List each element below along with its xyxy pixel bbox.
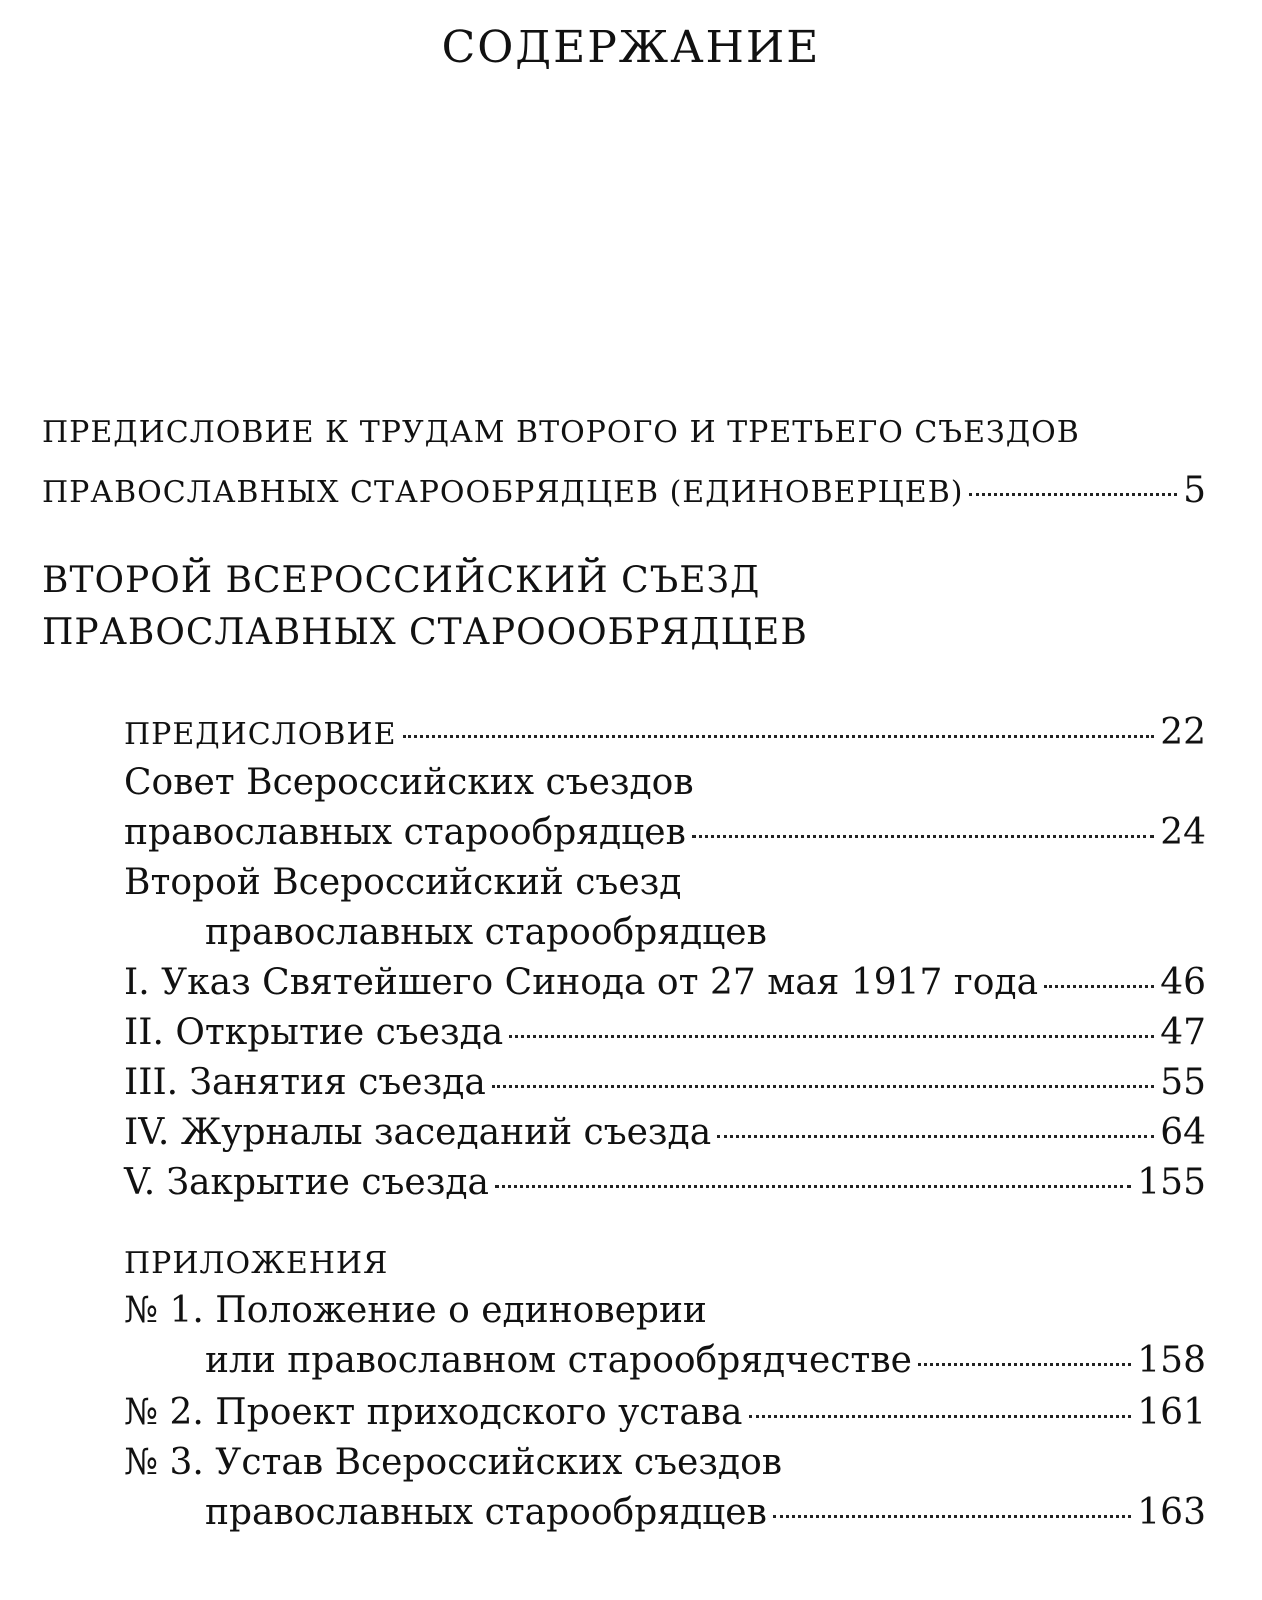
entry-label: православных старообрядцев xyxy=(124,812,686,853)
entry-label: или православном старообрядчестве xyxy=(205,1340,912,1381)
page-number: 24 xyxy=(1160,812,1206,853)
toc-entry-preface[interactable] xyxy=(124,712,1206,753)
appendix-1-line1: № 1. Положение о единоверии xyxy=(124,1290,707,1331)
toc-entry-chapter-1[interactable] xyxy=(124,962,1206,1003)
toc-entry-chapter-3[interactable] xyxy=(124,1062,1206,1103)
dot-leader xyxy=(492,1085,1154,1088)
section-heading-line1: ВТОРОЙ ВСЕРОССИЙСКИЙ СЪЕЗД xyxy=(42,560,761,601)
entry-congress-line2: православных старообрядцев xyxy=(205,912,767,953)
dot-leader xyxy=(1044,985,1154,988)
page-number: 155 xyxy=(1137,1162,1206,1203)
entry-label: I. Указ Святейшего Синода от 27 мая 1917 года xyxy=(124,962,1039,1003)
page-number: 163 xyxy=(1137,1492,1206,1533)
toc-entry-chapter-4[interactable] xyxy=(124,1112,1206,1153)
page-number: 47 xyxy=(1160,1012,1206,1053)
entry-label: III. Занятия съезда xyxy=(124,1062,486,1103)
toc-entry-chapter-5[interactable] xyxy=(124,1162,1206,1203)
page-number: 55 xyxy=(1160,1062,1206,1103)
dot-leader xyxy=(509,1035,1154,1038)
entry-congress-line1: Второй Всероссийский съезд xyxy=(124,862,682,903)
dot-leader xyxy=(969,493,1177,496)
page-number: 46 xyxy=(1160,962,1206,1003)
page-title: СОДЕРЖАНИЕ xyxy=(441,22,821,73)
page-number: 158 xyxy=(1137,1340,1206,1381)
page-number: 64 xyxy=(1160,1112,1206,1153)
toc-entry-chapter-2[interactable] xyxy=(124,1012,1206,1053)
entry-label: V. Закрытие съезда xyxy=(124,1162,489,1203)
entry-label: ПРЕДИСЛОВИЕ xyxy=(124,717,397,752)
entry-label: православных старообрядцев xyxy=(205,1492,767,1533)
toc-entry-appendix-1[interactable] xyxy=(205,1340,1206,1381)
preface-main-line2: ПРАВОСЛАВНЫХ СТАРООБРЯДЦЕВ (ЕДИНОВЕРЦЕВ) xyxy=(42,475,964,510)
toc-entry-appendix-3[interactable] xyxy=(205,1492,1206,1533)
entry-council-line1: Совет Всероссийских съездов xyxy=(124,762,694,803)
toc-entry-council[interactable] xyxy=(124,812,1206,853)
entry-label: IV. Журналы заседаний съезда xyxy=(124,1112,712,1153)
dot-leader xyxy=(692,835,1154,838)
page-number: 22 xyxy=(1160,712,1206,753)
preface-main-line1: ПРЕДИСЛОВИЕ К ТРУДАМ ВТОРОГО И ТРЕТЬЕГО СЪЕЗДОВ xyxy=(42,415,1080,450)
entry-label: II. Открытие съезда xyxy=(124,1012,504,1053)
section-heading-line2: ПРАВОСЛАВНЫХ СТАРОООБРЯДЦЕВ xyxy=(42,612,808,653)
dot-leader xyxy=(495,1185,1131,1188)
dot-leader xyxy=(749,1415,1132,1418)
page-number: 161 xyxy=(1137,1392,1206,1433)
toc-entry-preface-main[interactable] xyxy=(42,470,1206,511)
dot-leader xyxy=(918,1363,1131,1366)
appendices-heading: ПРИЛОЖЕНИЯ xyxy=(124,1246,389,1281)
dot-leader xyxy=(717,1135,1154,1138)
toc-entry-appendix-2[interactable] xyxy=(124,1392,1206,1433)
appendix-3-line1: № 3. Устав Всероссийских съездов xyxy=(124,1442,783,1483)
dot-leader xyxy=(403,735,1155,738)
dot-leader xyxy=(773,1515,1131,1518)
page-number: 5 xyxy=(1183,470,1206,511)
entry-label: № 2. Проект приходского устава xyxy=(124,1392,743,1433)
